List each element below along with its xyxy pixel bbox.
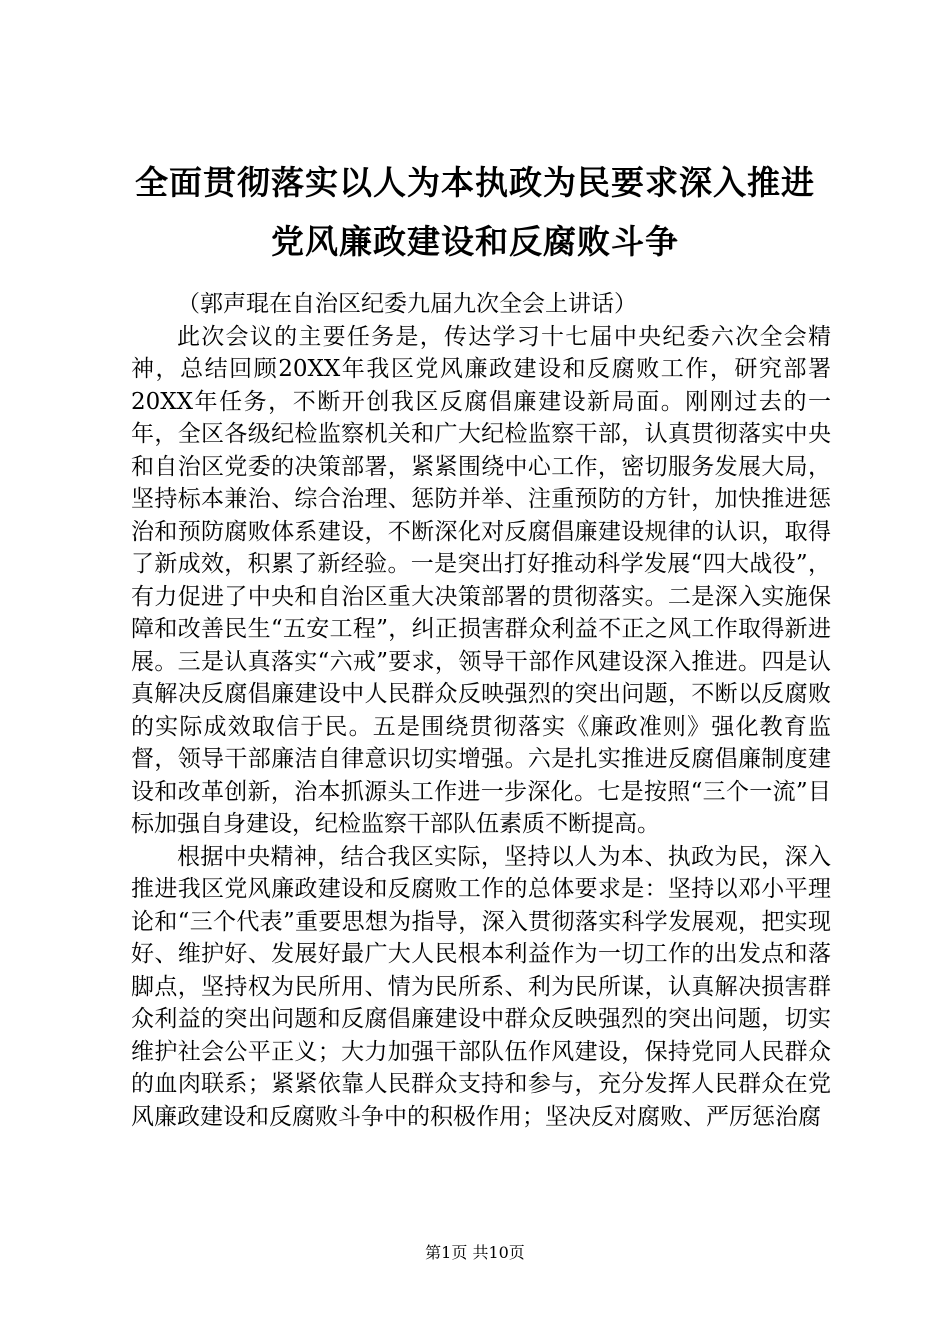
document-body (131, 288, 831, 1133)
document-title-line2: 党风廉政建设和反腐败斗争 (271, 222, 679, 261)
page-footer: 第1页 共10页 (425, 1243, 525, 1262)
paragraph-1: 此次会议的主要任务是，传达学习十七届中央纪委六次全会精神，总结回顾20XX年我区党风廉政建设和反腐败工作，研究部署20XX年任务，不断开创我区反腐倡廉建设新局面。刚刚过去的一年，全区各级纪检监察机关和广大纪检监察干部，认真贯彻落实中央和自治区党委的决策部署，紧紧围绕中心工作，密切服务发展大局，坚持标本兼治、综合治理、惩防并举、注重预防的方针，加快推进惩治和预防腐败体系建设，不断深化对反腐倡廉建设规律的认识，取得了新成效，积累了新经验。一是突出打好推动科学发展“四大战役”，有力促进了中央和自治区重大决策部署的贯彻落实。二是深入实施保障和改善民生“五安工程”，纠正损害群众利益不正之风工作取得新进展。三是认真落实“六戒”要求，领导干部作风建设深入推进。四是认真解决反腐倡廉建设中人民群众反映强烈的突出问题，不断以反腐败的实际成效取信于民。五是围绕贯彻落实《廉政准则》强化教育监督，领导干部廉洁自律意识切实增强。六是扎实推进反腐倡廉制度建设和改革创新，治本抓源头工作进一步深化。七是按照“三个一流”目标加强自身建设，纪检监察干部队伍素质不断提高。 (131, 323, 831, 837)
paragraph-2: 根据中央精神，结合我区实际，坚持以人为本、执政为民，深入推进我区党风廉政建设和反腐败工作的总体要求是：坚持以邓小平理论和“三个代表”重要思想为指导，深入贯彻落实科学发展观，把实现好、维护好、发展好最广大人民根本利益作为一切工作的出发点和落脚点，坚持权为民所用、情为民所系、利为民所谋，认真解决损害群众利益的突出问题和反腐倡廉建设中群众反映强烈的突出问题，切实维护社会公平正义；大力加强干部队伍作风建设，保持党同人民群众的血肉联系；紧紧依靠人民群众支持和参与，充分发挥人民群众在党风廉政建设和反腐败斗争中的积极作用；坚决反对腐败、严厉惩治腐 (131, 843, 831, 1130)
document-title-line1: 全面贯彻落实以人为本执政为民要求深入推进 (135, 163, 815, 202)
document-subtitle: （郭声琨在自治区纪委九届九次全会上讲话） (177, 291, 637, 317)
